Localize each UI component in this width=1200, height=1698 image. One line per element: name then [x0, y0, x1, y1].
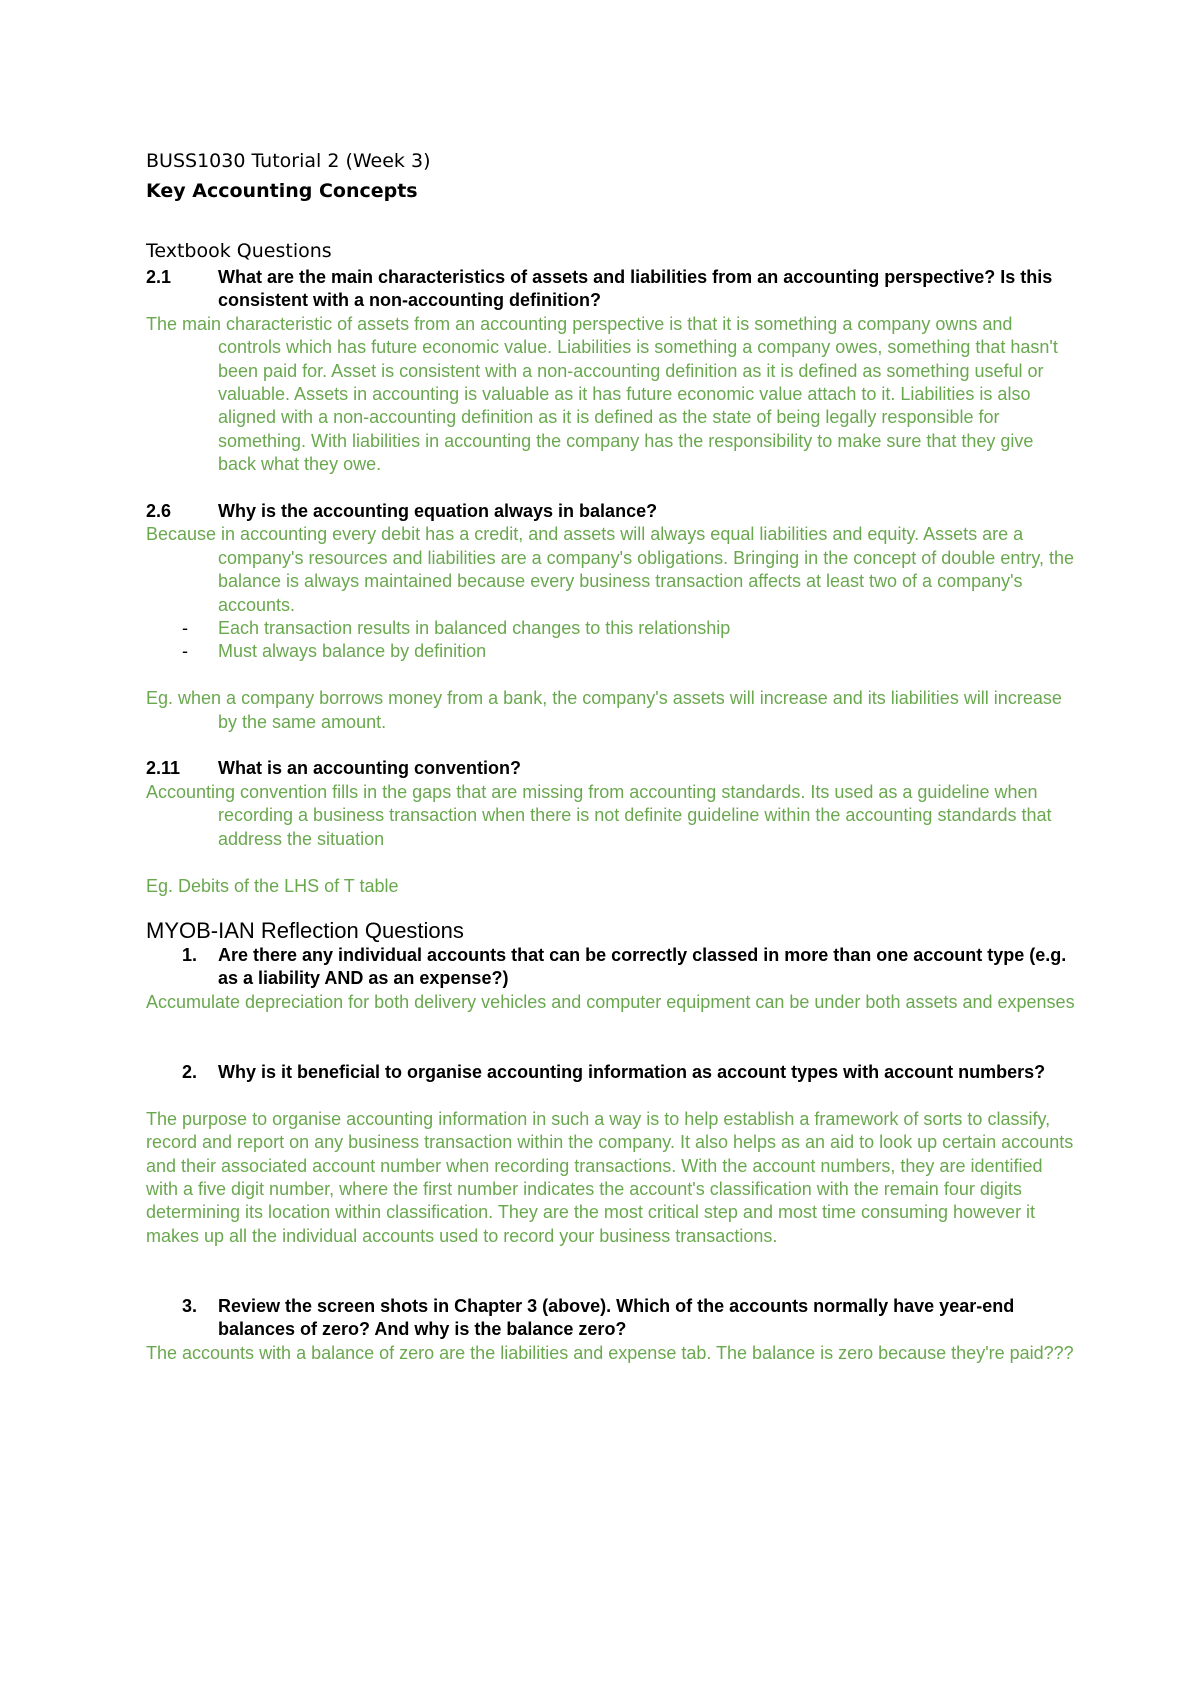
question-number: 3.	[182, 1295, 198, 1316]
example-2-11: Eg. Debits of the LHS of T table	[146, 875, 399, 896]
myob-question-1	[146, 944, 1076, 991]
answer-2-6: Because in accounting every debit has a credit, and assets will always equal liabilities and equity. Assets are a company's resources and liabilities are a company's obligations. Bringing in the concept of double entry, the balance is always maintained because every business transaction affects at least two of a company's accounts.	[146, 524, 1075, 615]
question-text: Are there any individual accounts that can be correctly classed in more than one account type (e.g. as a liability AND as an expense?)	[218, 944, 1067, 989]
bullet-item	[146, 617, 1076, 640]
question-number: 2.6	[146, 501, 172, 522]
myob-answer-3: The accounts with a balance of zero are the liabilities and expense tab. The balance is zero because they're paid???	[146, 1342, 1074, 1363]
question-2-11	[146, 757, 1076, 780]
question-number: 2.1	[146, 267, 172, 287]
myob-question-3	[146, 1295, 1076, 1342]
question-text: Why is the accounting equation always in balance?	[218, 501, 658, 522]
textbook-questions-heading: Textbook Questions	[146, 240, 332, 262]
question-2-6	[146, 500, 1076, 523]
myob-question-2	[146, 1061, 1076, 1084]
bullet-text: Each transaction results in balanced changes to this relationship	[218, 618, 731, 639]
question-text: What is an accounting convention?	[218, 758, 522, 779]
question-number: 2.	[182, 1061, 198, 1082]
answer-2-1: The main characteristic of assets from an accounting perspective is that it is something a company owns and controls which has future economic value. Liabilities is something a company owes, something that hasn't been paid for. Asset is consistent with a non-accounting definition as it is defined as something useful or valuable. Assets in accounting is valuable as it has future economic value attach to it. Liabilities is also aligned with a non-accounting definition as it is defined as the state of being legally responsible for something. With liabilities in accounting the company has the responsibility to make sure that they give back what they owe.	[146, 313, 1058, 475]
example-2-6: Eg. when a company borrows money from a bank, the company's assets will increase and its liabilities will increase by the same amount.	[146, 688, 1062, 732]
question-text: Why is it beneficial to organise accounting information as account types with account numbers?	[218, 1061, 1046, 1082]
question-text: Review the screen shots in Chapter 3 (above). Which of the accounts normally have year-end balances of zero? And why is the balance zero?	[218, 1295, 1015, 1340]
myob-reflection-heading: MYOB-IAN Reflection Questions	[146, 917, 464, 943]
document-body	[146, 146, 1076, 1365]
myob-answer-2: The purpose to organise accounting information in such a way is to help establish a framework of sorts to classify, record and report on any business transaction within the company. It also helps as an aid to look up certain accounts and their associated account number when recording transactions. With the account numbers, they are identified with a five digit number, where the first number indicates the account's classification with the remain four digits determining its location within classification. They are the most critical step and most time consuming however it makes up all the individual accounts used to record your business transactions.	[146, 1108, 1074, 1246]
bullet-item	[146, 640, 1076, 663]
bullet-text: Must always balance by definition	[218, 641, 487, 662]
myob-answer-1: Accumulate depreciation for both delivery vehicles and computer equipment can be under both assets and expenses	[146, 991, 1075, 1012]
document-subtitle: Key Accounting Concepts	[146, 180, 418, 202]
document-title: BUSS1030 Tutorial 2 (Week 3)	[146, 150, 431, 172]
bullet-dash: -	[182, 618, 188, 639]
bullet-dash: -	[182, 641, 188, 662]
question-2-1	[146, 266, 1076, 313]
question-number: 2.11	[146, 758, 181, 779]
question-text: What are the main characteristics of assets and liabilities from an accounting perspective? Is this consistent with a non-accounting definition?	[218, 267, 1053, 311]
question-number: 1.	[182, 944, 198, 965]
answer-2-11: Accounting convention fills in the gaps that are missing from accounting standards. Its used as a guideline when recording a business transaction when there is not definite guideline within the accounting standards that address the situation	[146, 781, 1052, 849]
